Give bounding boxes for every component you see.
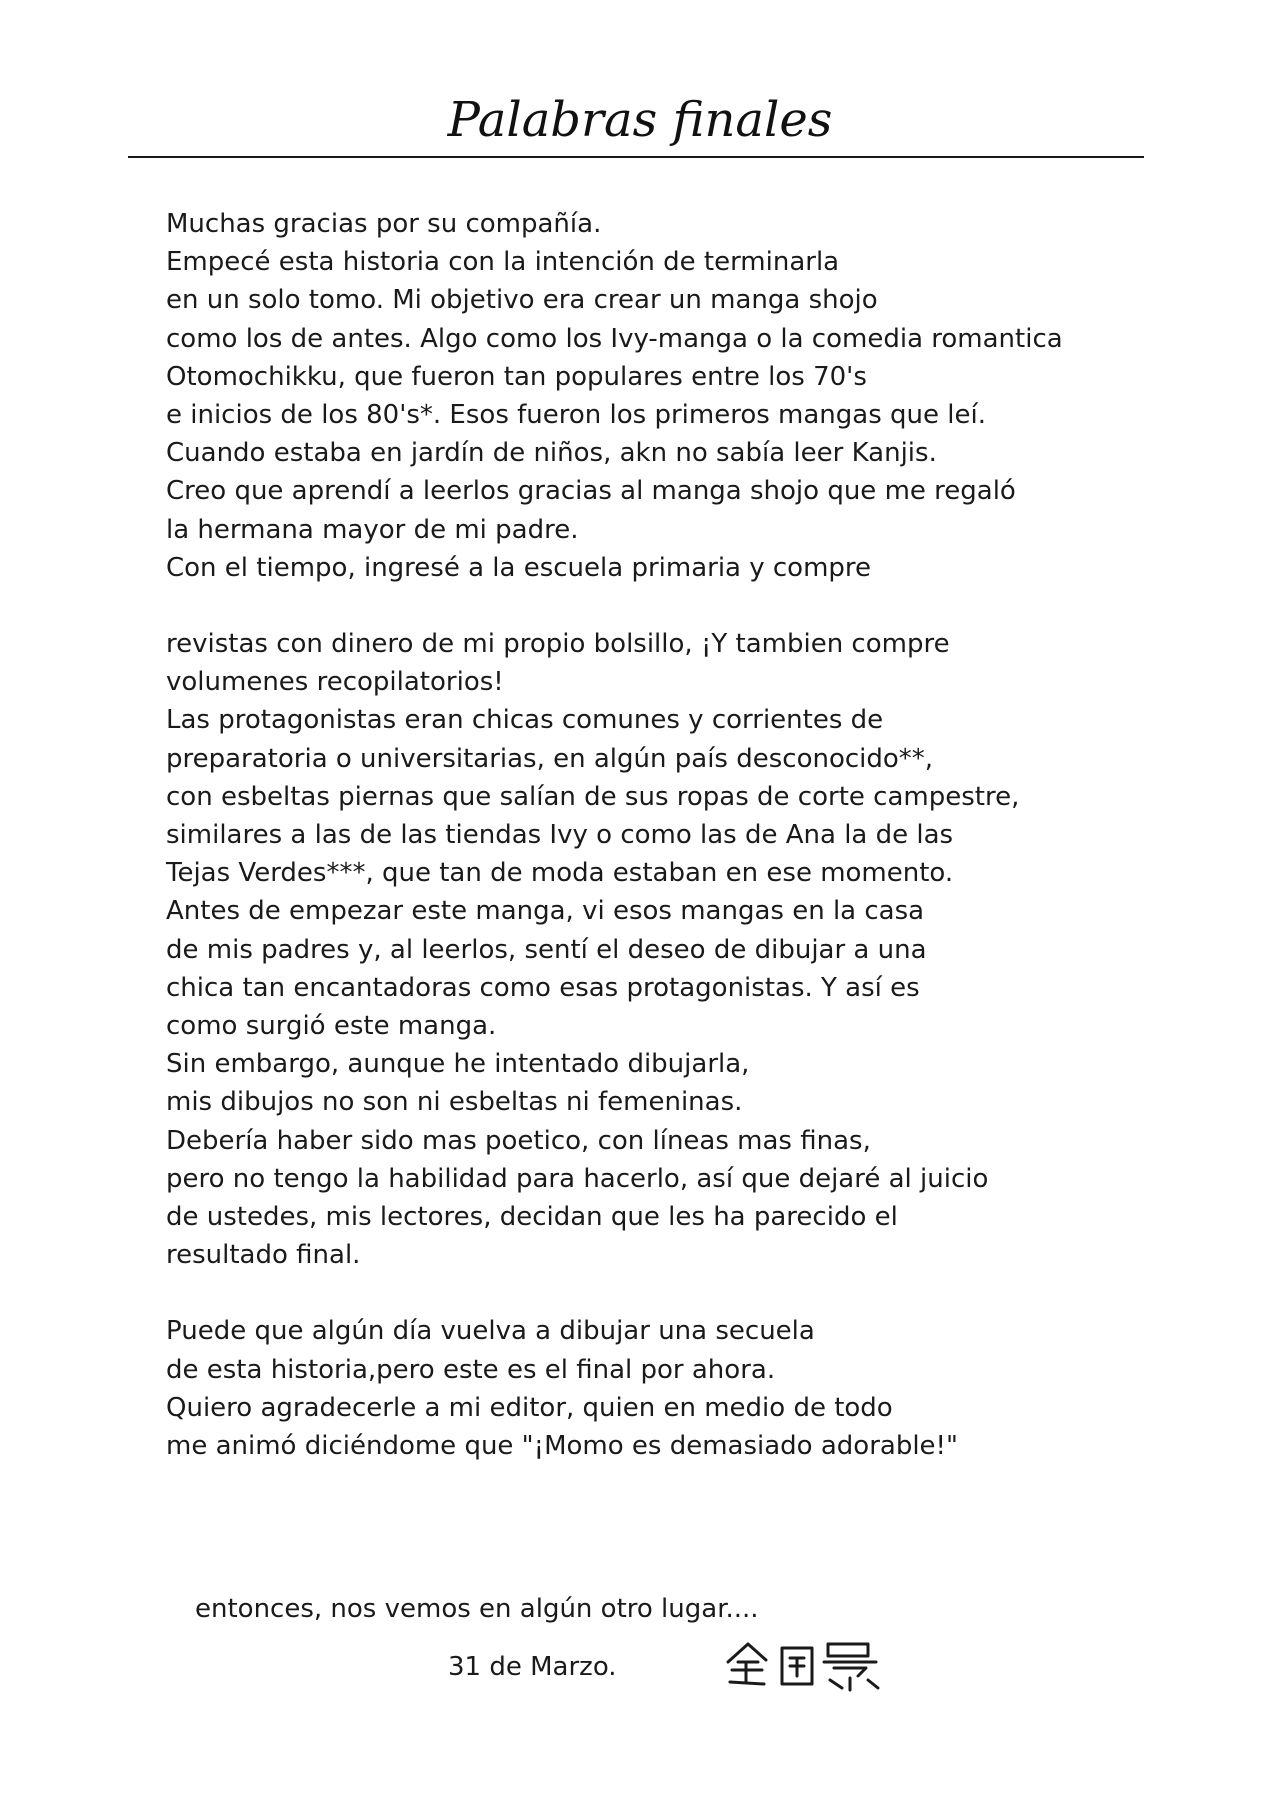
text-line: en un solo tomo. Mi objetivo era crear un manga shojo xyxy=(166,285,878,316)
afterword-body xyxy=(166,205,1246,1465)
text-line: similares a las de las tiendas Ivy o como las de Ana la de las xyxy=(166,820,954,850)
text-line: Cuando estaba en jardín de niños, akn no sabía leer Kanjis. xyxy=(166,438,937,469)
text-line: mis dibujos no son ni esbeltas ni femeninas. xyxy=(166,1087,743,1118)
text-line: volumenes recopilatorios! xyxy=(166,667,504,698)
text-line: como surgió este manga. xyxy=(166,1010,497,1041)
page-title: Palabras finales xyxy=(447,92,833,148)
text-line: resultado final. xyxy=(166,1240,361,1271)
text-line: Otomochikku, que fueron tan populares entre los 70's xyxy=(166,361,867,392)
text-line: pero no tengo la habilidad para hacerlo, así que dejaré al juicio xyxy=(166,1163,989,1194)
text-line: Debería haber sido mas poetico, con líneas mas finas, xyxy=(166,1125,871,1156)
title-underline xyxy=(128,156,1144,158)
text-line: Antes de empezar este manga, vi esos mangas en la casa xyxy=(166,896,925,927)
text-line: la hermana mayor de mi padre. xyxy=(166,514,579,545)
text-line: con esbeltas piernas que salían de sus ropas de corte campestre, xyxy=(166,781,1020,812)
date-line: 31 de Marzo. xyxy=(448,1652,617,1682)
text-line: preparatoria o universitarias, en algún país desconocido**, xyxy=(166,743,934,774)
signature-image xyxy=(718,1636,888,1696)
paragraph-gap xyxy=(166,1274,1246,1312)
text-line: chica tan encantadoras como esas protagonistas. Y así es xyxy=(166,972,920,1003)
text-line: e inicios de los 80's*. Esos fueron los primeros mangas que leí. xyxy=(166,399,986,430)
text-line: Empecé esta historia con la intención de terminarla xyxy=(166,247,840,278)
text-line: Muchas gracias por su compañía. xyxy=(166,209,602,239)
text-line: Tejas Verdes***, que tan de moda estaban en ese momento. xyxy=(166,858,954,889)
text-line: Las protagonistas eran chicas comunes y corrientes de xyxy=(166,705,884,736)
closing-line: entonces, nos vemos en algún otro lugar.... xyxy=(195,1594,759,1624)
text-line: como los de antes. Algo como los Ivy-manga o la comedia romantica xyxy=(166,323,1063,354)
text-line: Con el tiempo, ingresé a la escuela primaria y compre xyxy=(166,552,872,583)
text-line: Quiero agradecerle a mi editor, quien en medio de todo xyxy=(166,1392,893,1423)
text-line: de mis padres y, al leerlos, sentí el deseo de dibujar a una xyxy=(166,934,927,965)
text-line: de esta historia,pero este es el final por ahora. xyxy=(166,1354,776,1385)
text-line: me animó diciéndome que "¡Momo es demasiado adorable!" xyxy=(166,1431,958,1461)
text-line: de ustedes, mis lectores, decidan que les ha parecido el xyxy=(166,1201,898,1232)
paragraph-gap xyxy=(166,587,1246,625)
text-line: Sin embargo, aunque he intentado dibujarla, xyxy=(166,1049,750,1080)
text-line: Creo que aprendí a leerlos gracias al manga shojo que me regaló xyxy=(166,476,1016,507)
text-line: revistas con dinero de mi propio bolsillo, ¡Y tambien compre xyxy=(166,629,950,660)
text-line: Puede que algún día vuelva a dibujar una secuela xyxy=(166,1316,815,1347)
